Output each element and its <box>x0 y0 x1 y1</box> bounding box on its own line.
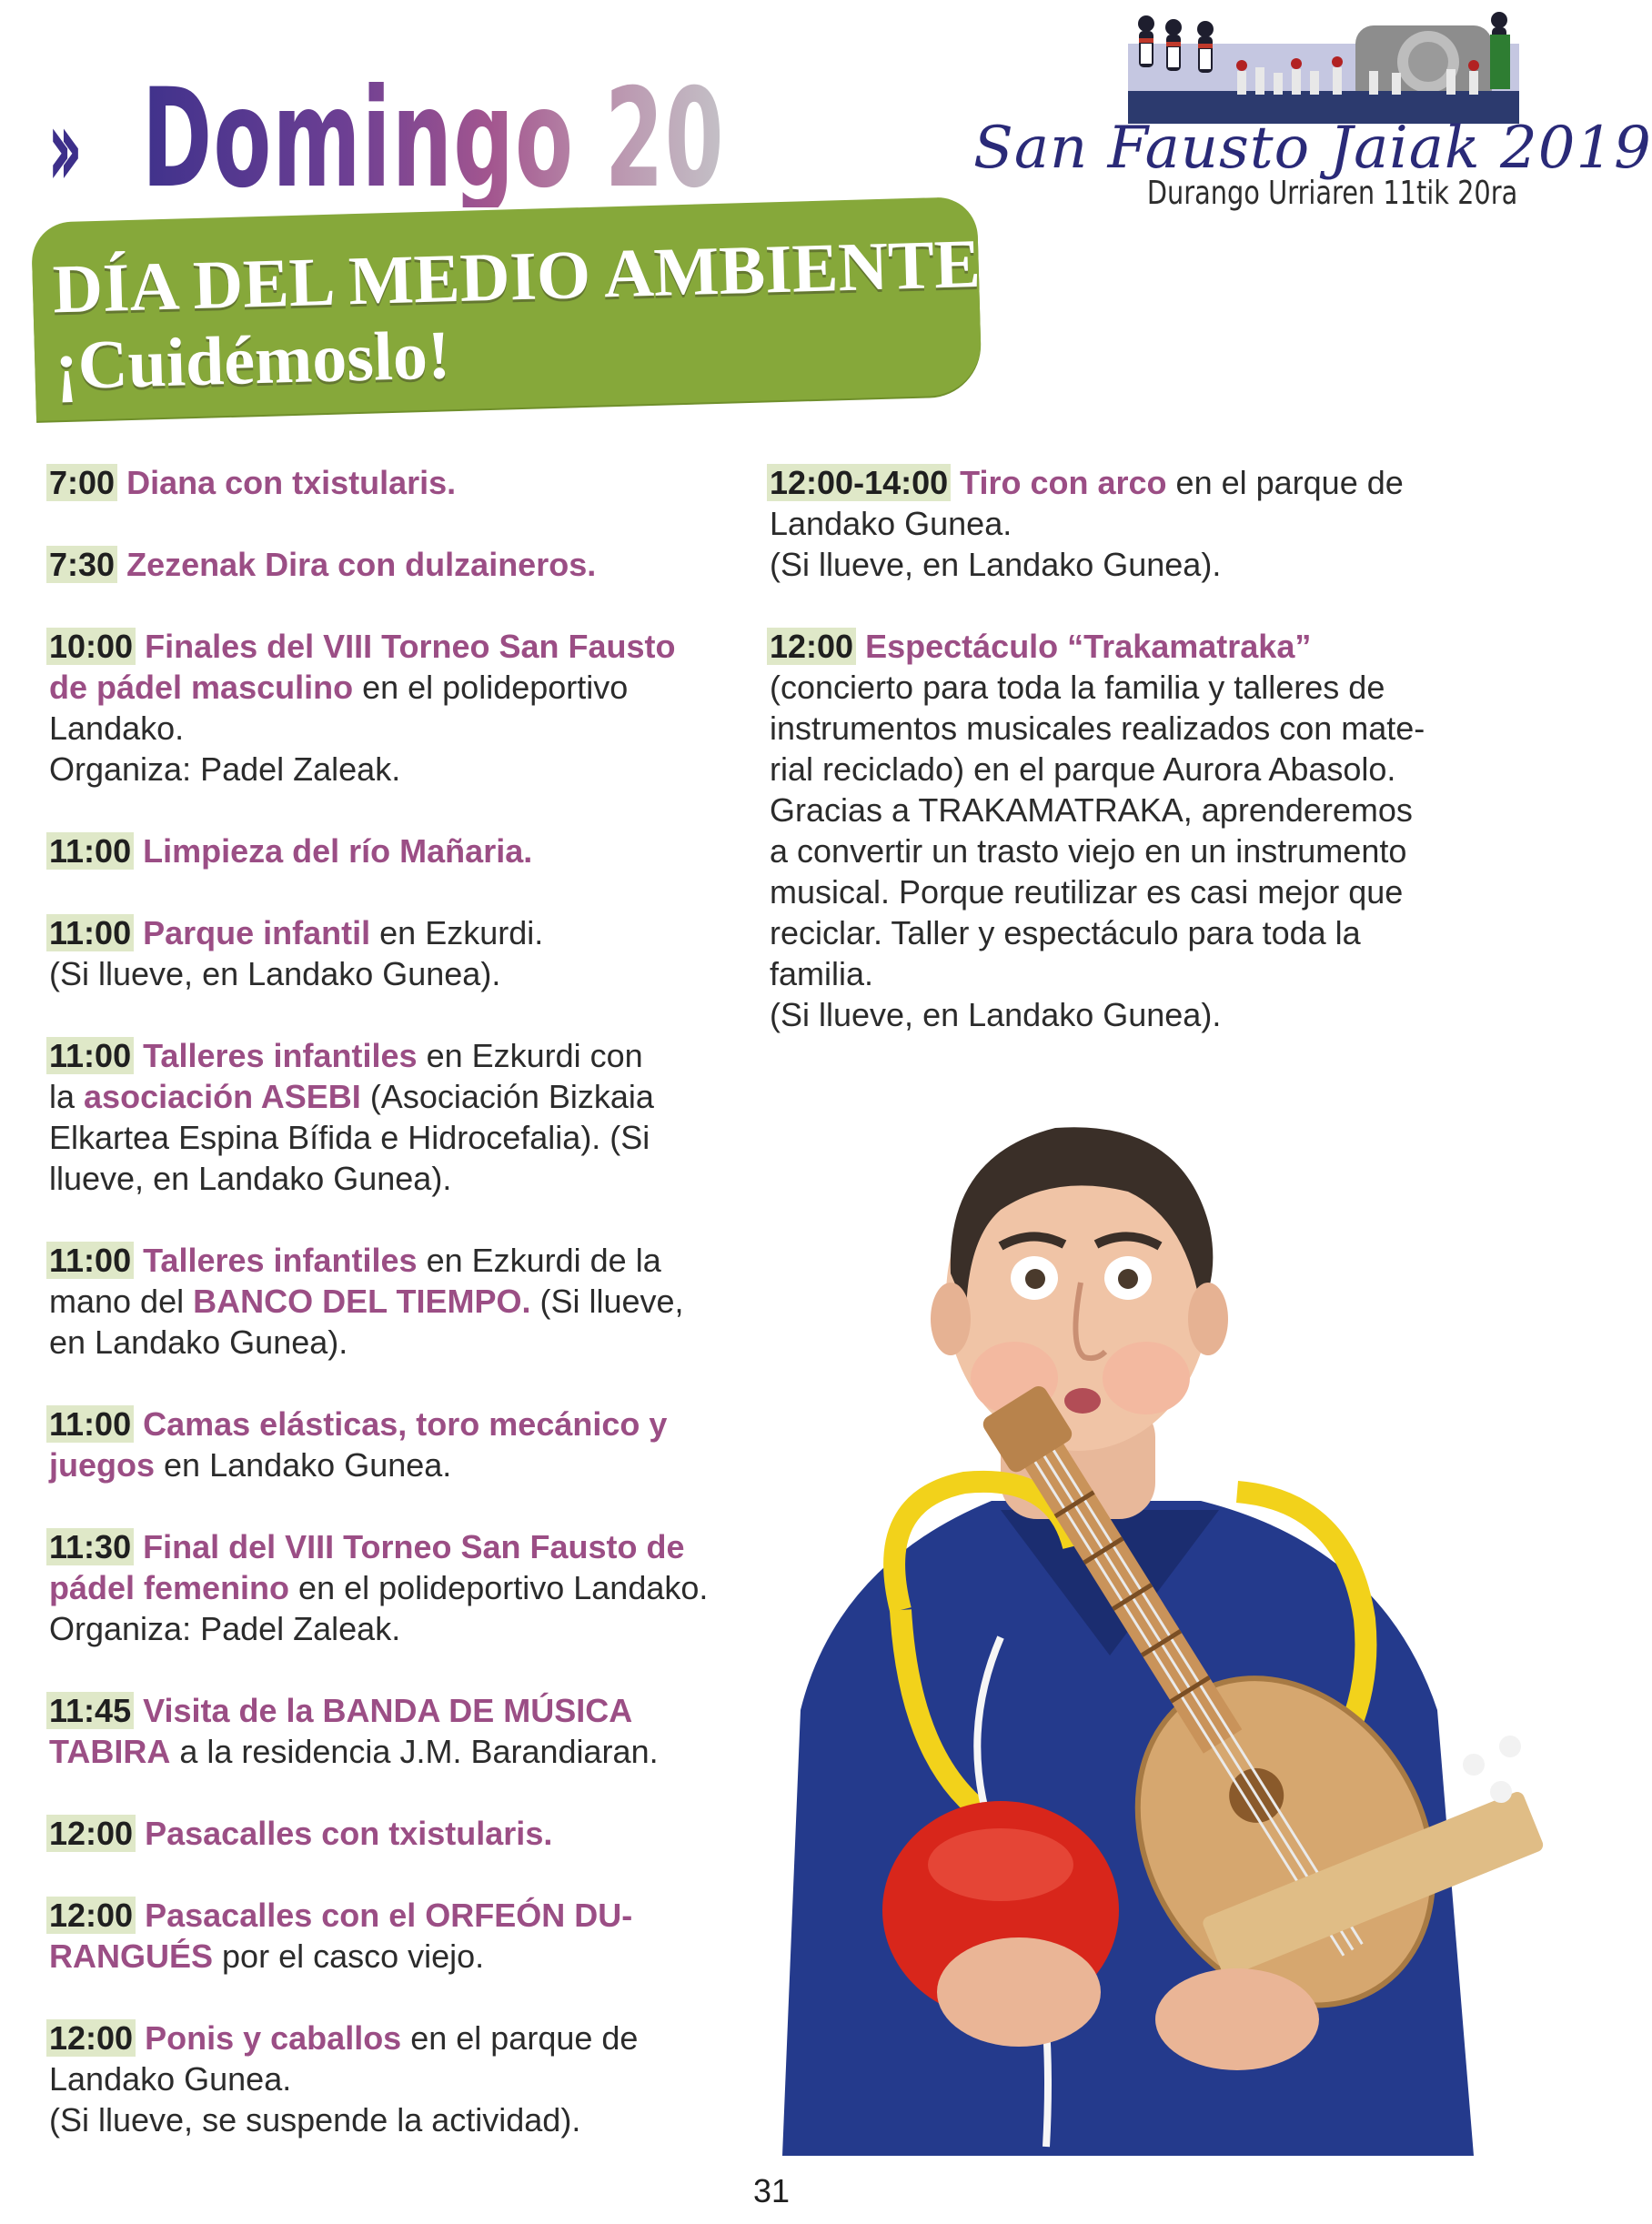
schedule-entry <box>49 1240 750 1363</box>
entry-text: rial reciclado) en el parque Aurora Abasolo. <box>770 750 1396 788</box>
schedule-entry <box>770 462 1497 585</box>
entry-text: musical. Porque reutilizar es casi mejor que <box>770 873 1404 911</box>
entry-title: Tiro con arco <box>960 464 1167 501</box>
entry-rain-note: (Si llueve, en Landako Gunea). <box>770 996 1222 1033</box>
entry-text: Elkartea Espina Bífida e Hidrocefalia). (Si <box>49 1119 650 1156</box>
entry-organizer: Organiza: Padel Zaleak. <box>49 750 401 788</box>
schedule-entry <box>49 1813 750 1854</box>
entry-text: la <box>49 1078 85 1115</box>
entry-time: 11:30 <box>46 1528 134 1565</box>
entry-text: Gracias a TRAKAMATRAKA, aprenderemos <box>770 791 1413 829</box>
entry-title: Talleres infantiles <box>143 1037 418 1074</box>
entry-text: llueve, en Landako Gunea). <box>49 1160 452 1197</box>
entry-time: 11:00 <box>46 1037 134 1074</box>
schedule-entry <box>49 1404 750 1485</box>
entry-text: instrumentos musicales realizados con mate- <box>770 709 1425 747</box>
entry-time: 10:00 <box>46 628 136 665</box>
schedule-entry <box>49 2018 750 2140</box>
entry-rain-note: (Si llueve, en Landako Gunea). <box>770 546 1222 583</box>
entry-time: 7:30 <box>46 546 117 583</box>
entry-title: Espectáculo “Trakamatraka” <box>865 628 1312 665</box>
page-number: 31 <box>752 2172 791 2209</box>
entry-time: 11:00 <box>46 914 134 951</box>
entry-title: Pasacalles con el ORFEÓN DU- <box>145 1897 633 1934</box>
schedule-entry <box>770 626 1497 1035</box>
schedule-entry <box>49 544 750 585</box>
festival-dates: Durango Urriaren 11tik 20ra <box>1146 175 1517 212</box>
day-heading <box>47 60 1082 218</box>
entry-text: en Ezkurdi. <box>370 914 544 951</box>
entry-title: Parque infantil <box>143 914 371 951</box>
entry-time: 11:00 <box>46 1242 134 1279</box>
entry-time: 12:00 <box>46 1897 136 1934</box>
theme-banner <box>31 196 982 421</box>
schedule-entry <box>49 830 750 871</box>
schedule-entry <box>49 1690 750 1772</box>
entry-time: 12:00 <box>767 628 856 665</box>
entry-text: (Si llueve, <box>530 1283 684 1320</box>
entry-text: a convertir un trasto viejo en un instrumento <box>770 832 1407 870</box>
festival-title: San Fausto Jaiak 2019 <box>973 115 1652 182</box>
entry-text: por el casco viejo. <box>213 1937 485 1975</box>
entry-title: Diana con txistularis. <box>126 464 457 501</box>
schedule-entry <box>49 1526 750 1649</box>
entry-title: Finales del VIII Torneo San Fausto <box>145 628 676 665</box>
schedule-entry <box>49 462 750 503</box>
entry-title-continued: pádel femenino <box>49 1569 290 1606</box>
entry-time: 11:00 <box>46 832 134 870</box>
entry-text: en el polideportivo <box>353 669 629 706</box>
entry-time: 12:00-14:00 <box>767 464 951 501</box>
schedule-right-column <box>770 462 1497 1076</box>
entry-text: Landako Gunea. <box>49 2060 292 2098</box>
entry-title-continued: RANGUÉS <box>49 1937 214 1975</box>
entry-text: reciclar. Taller y espectáculo para toda la <box>770 914 1361 951</box>
entry-rain-note: en Landako Gunea). <box>49 1323 348 1361</box>
entry-title-continued: TABIRA <box>49 1733 171 1770</box>
festival-logo <box>955 7 1652 216</box>
entry-time: 11:45 <box>46 1692 134 1729</box>
schedule-entry <box>49 1035 750 1199</box>
entry-time: 12:00 <box>46 1815 136 1852</box>
schedule-entry <box>49 1895 750 1977</box>
banner-subtitle: ¡Cuidémoslo! <box>54 317 452 405</box>
entry-time: 7:00 <box>46 464 117 501</box>
entry-title-continued: de pádel masculino <box>49 669 354 706</box>
entry-text: mano del <box>49 1283 194 1320</box>
entry-title: Pasacalles con txistularis. <box>145 1815 553 1852</box>
entry-title: Camas elásticas, toro mecánico y <box>143 1405 668 1443</box>
day-title: Domingo 20 <box>142 60 725 218</box>
entry-text: en Ezkurdi de la <box>417 1242 661 1279</box>
entry-highlight: asociación ASEBI <box>84 1078 361 1115</box>
entry-text: a la residencia J.M. Barandiaran. <box>170 1733 659 1770</box>
entry-title: Talleres infantiles <box>143 1242 418 1279</box>
entry-title: Limpieza del río Mañaria. <box>143 832 533 870</box>
arrows-icon: ›› <box>47 86 69 212</box>
entry-text: en Landako Gunea. <box>155 1446 452 1484</box>
musician-photo <box>728 1073 1543 2156</box>
entry-text: en el parque de <box>1166 464 1404 501</box>
schedule-left-column <box>49 462 750 2181</box>
entry-title: Visita de la BANDA DE MÚSICA <box>143 1692 633 1729</box>
entry-rain-note: (Si llueve, en Landako Gunea). <box>49 955 501 992</box>
festival-illustration-icon <box>1128 7 1519 124</box>
entry-rain-note: (Si llueve, se suspende la actividad). <box>49 2101 581 2138</box>
entry-highlight: BANCO DEL TIEMPO. <box>193 1283 531 1320</box>
entry-title-continued: juegos <box>49 1446 156 1484</box>
schedule-entry <box>49 912 750 994</box>
schedule-entry <box>49 626 750 790</box>
banner-title: DÍA DEL MEDIO AMBIENTE <box>51 225 982 328</box>
entry-time: 12:00 <box>46 2019 136 2057</box>
entry-organizer: Organiza: Padel Zaleak. <box>49 1610 401 1647</box>
entry-text: Landako Gunea. <box>770 505 1012 542</box>
entry-text: Landako. <box>49 709 185 747</box>
entry-title: Ponis y caballos <box>145 2019 402 2057</box>
entry-text: en Ezkurdi con <box>417 1037 643 1074</box>
entry-title: Final del VIII Torneo San Fausto de <box>143 1528 685 1565</box>
entry-text: (Asociación Bizkaia <box>360 1078 654 1115</box>
entry-text: familia. <box>770 955 874 992</box>
entry-text: en el parque de <box>401 2019 639 2057</box>
entry-text: (concierto para toda la familia y talleres de <box>770 669 1385 706</box>
entry-text: en el polideportivo Landako. <box>289 1569 709 1606</box>
entry-title: Zezenak Dira con dulzaineros. <box>126 546 597 583</box>
entry-time: 11:00 <box>46 1405 134 1443</box>
